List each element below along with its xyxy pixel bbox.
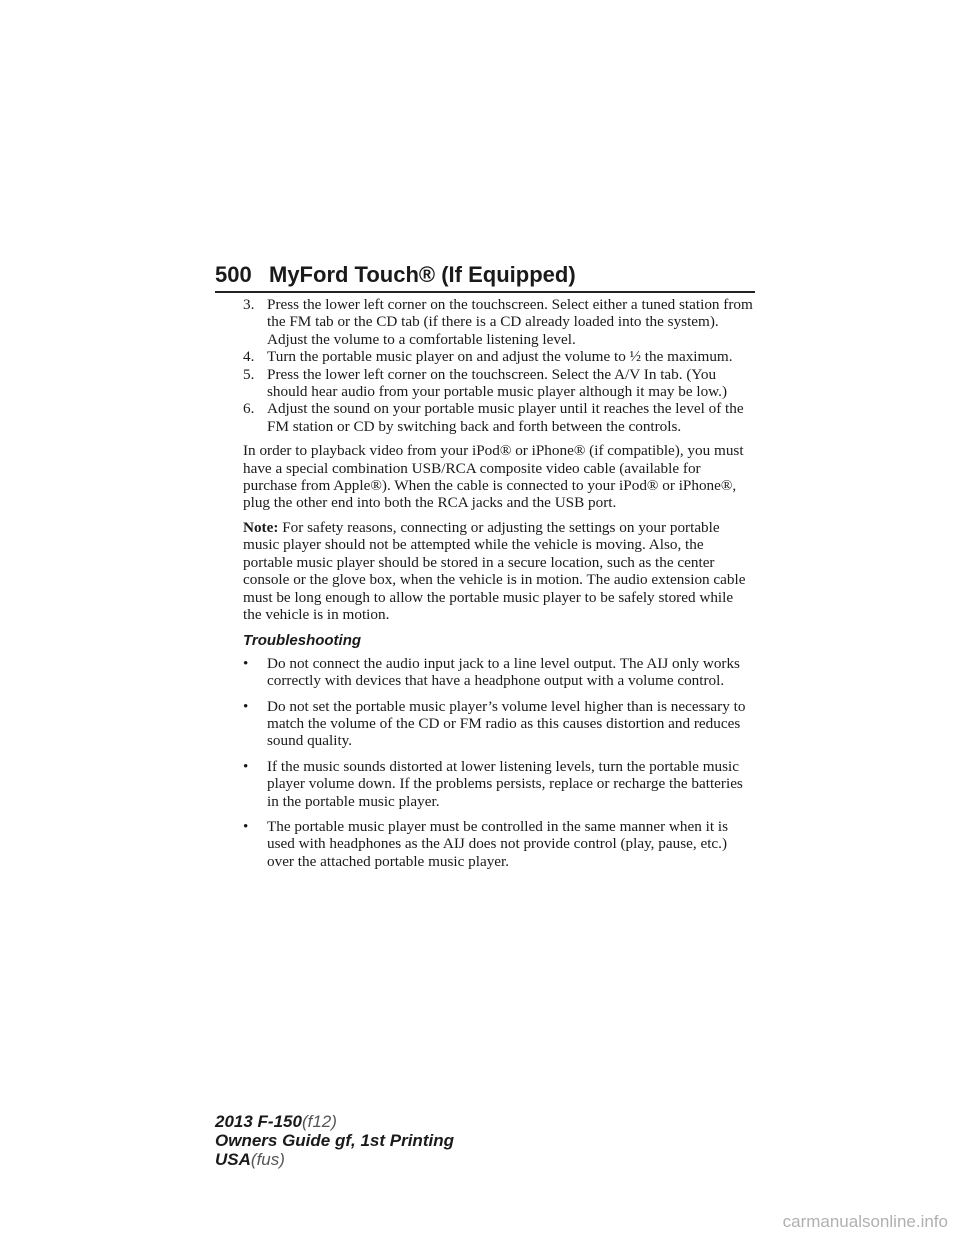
troubleshooting-item-text: If the music sounds distorted at lower listening levels, turn the portable music player volume down. If the problems persists, replace or recharge the batteries in the portable music player. — [267, 757, 743, 810]
troubleshooting-item — [243, 758, 753, 810]
step-number: 5. — [243, 365, 255, 383]
print-footer — [215, 1112, 454, 1169]
page-header — [215, 259, 755, 293]
bullet-icon: • — [243, 654, 249, 672]
video-playback-paragraph: In order to playback video from your iPod® or iPhone® (if compatible), you must have a special combination USB/RCA composite video cable (available for purchase from Apple®). When the cable is connected to your iPod® or iPhone®, plug the other end into both the RCA jacks and the USB port. — [243, 442, 744, 512]
step-text: Press the lower left corner on the touchscreen. Select either a tuned station from the FM tab or the CD tab (if there is a CD already loaded into the system). Adjust the volume to a comfortable listening level. — [267, 296, 753, 348]
bullet-icon: • — [243, 697, 249, 715]
section-title: MyFord Touch® (If Equipped) — [269, 262, 576, 287]
troubleshooting-item — [243, 655, 753, 690]
footer-model: 2013 F-150 — [215, 1112, 302, 1131]
footer-market: USA — [215, 1150, 251, 1169]
step-number: 3. — [243, 296, 255, 313]
footer-guide-line: Owners Guide gf, 1st Printing — [215, 1131, 454, 1150]
troubleshooting-item — [243, 818, 753, 870]
footer-model-code: (f12) — [301, 1112, 337, 1131]
troubleshooting-item — [243, 698, 753, 750]
troubleshooting-item-text: The portable music player must be controlled in the same manner when it is used with headphones as the AIJ does not provide control (play, pause, etc.) over the attached portable music player. — [267, 817, 728, 870]
step-number: 6. — [243, 400, 255, 418]
footer-model-line — [215, 1112, 454, 1131]
note-text: For safety reasons, connecting or adjusting the settings on your portable music player should not be attempted while the vehicle is moving. Also, the portable music player should be stored in a secure location, such as the center console or the glove box, when the vehicle is in motion. The audio extension cable must be long enough to allow the portable music player to be safely stored while the vehicle is in motion. — [243, 518, 746, 623]
bullet-icon: • — [243, 817, 249, 835]
step-6 — [243, 400, 753, 435]
troubleshooting-heading: Troubleshooting — [243, 632, 362, 650]
step-3 — [243, 296, 753, 348]
step-text: Press the lower left corner on the touchscreen. Select the A/V In tab. (You should hear audio from your portable music player although it may be low.) — [267, 365, 728, 401]
bullet-icon: • — [243, 757, 249, 775]
page-number: 500 — [215, 262, 252, 287]
note-label: Note: — [243, 518, 279, 536]
troubleshooting-item-text: Do not connect the audio input jack to a line level output. The AIJ only works correctly with devices that have a headphone output with a volume control. — [267, 654, 740, 690]
step-text: Adjust the sound on your portable music player until it reaches the level of the FM station or CD by switching back and forth between the controls. — [267, 400, 744, 435]
safety-note — [243, 519, 753, 623]
watermark: carmanualsonline.info — [782, 1212, 948, 1231]
step-text: Turn the portable music player on and adjust the volume to ½ the maximum. — [267, 348, 733, 366]
footer-market-line — [215, 1150, 454, 1169]
step-5 — [243, 366, 753, 401]
step-4 — [243, 348, 753, 365]
page-content — [243, 296, 753, 878]
footer-market-code: (fus) — [250, 1150, 285, 1169]
troubleshooting-item-text: Do not set the portable music player’s volume level higher than is necessary to match the volume of the CD or FM radio as this causes distortion and reduces sound quality. — [267, 697, 746, 750]
step-number: 4. — [243, 348, 255, 366]
